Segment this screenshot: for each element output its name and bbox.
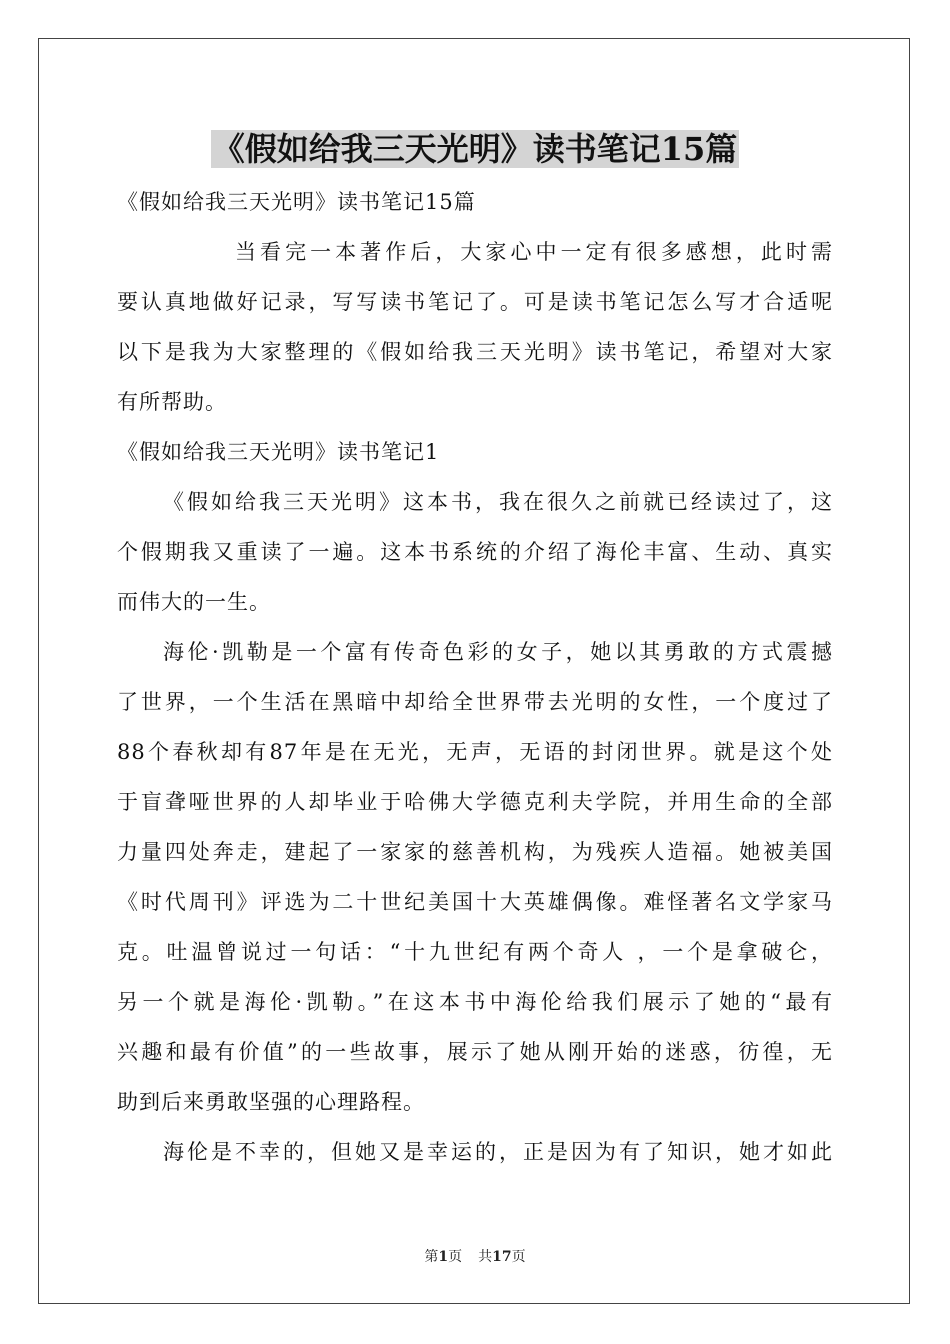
footer-page-total: 17 bbox=[492, 1249, 512, 1265]
text-line: 有所帮助。 bbox=[117, 390, 227, 414]
section-heading: 《假如给我三天光明》读书笔记1 bbox=[117, 440, 440, 464]
text-line: 以下是我为大家整理的《假如给我三天光明》读书笔记，希望对大家 bbox=[117, 340, 833, 364]
page-footer bbox=[0, 1246, 950, 1266]
footer-page-suffix: 页 bbox=[448, 1249, 463, 1265]
footer-total-suffix: 页 bbox=[511, 1249, 526, 1265]
footer-page-prefix: 第 bbox=[424, 1249, 439, 1265]
text-line: 海伦是不幸的，但她又是幸运的，正是因为有了知识，她才如此 bbox=[163, 1140, 833, 1164]
text-line: 《假如给我三天光明》这本书，我在很久之前就已经读过了，这 bbox=[163, 490, 833, 514]
document-subtitle: 《假如给我三天光明》读书笔记15篇 bbox=[117, 190, 476, 214]
document-body bbox=[117, 177, 833, 1177]
paragraph-1 bbox=[117, 477, 833, 627]
text-line: 而伟大的一生。 bbox=[117, 590, 271, 614]
text-line: 于盲聋哑世界的人却毕业于哈佛大学德克利夫学院，并用生命的全部 bbox=[117, 790, 833, 814]
text-line: 了世界，一个生活在黑暗中却给全世界带去光明的女性，一个度过了 bbox=[117, 690, 833, 714]
text-line: 个假期我又重读了一遍。这本书系统的介绍了海伦丰富、生动、真实 bbox=[117, 540, 833, 564]
text-line: 《时代周刊》评选为二十世纪美国十大英雄偶像。难怪著名文学家马 bbox=[117, 890, 833, 914]
text-line: 另一个就是海伦·凯勒。”在这本书中海伦给我们展示了她的“最有 bbox=[117, 990, 833, 1014]
intro-paragraph bbox=[117, 227, 833, 427]
text-line: 当看完一本著作后，大家心中一定有很多感想，此时需 bbox=[235, 240, 833, 264]
text-line: 88个春秋却有87年是在无光，无声，无语的封闭世界。就是这个处 bbox=[117, 740, 833, 764]
footer-page-current: 1 bbox=[438, 1249, 449, 1265]
text-line: 兴趣和最有价值”的一些故事，展示了她从刚开始的迷惑，彷徨，无 bbox=[117, 1040, 833, 1064]
paragraph-3 bbox=[117, 1127, 833, 1177]
text-line: 克。吐温曾说过一句话：“十九世纪有两个奇人 ，一个是拿破仑， bbox=[117, 940, 833, 964]
paragraph-2 bbox=[117, 627, 833, 1127]
document-title: 《假如给我三天光明》读书笔记15篇 bbox=[212, 130, 738, 168]
text-line: 助到后来勇敢坚强的心理路程。 bbox=[117, 1090, 425, 1114]
text-line: 海伦·凯勒是一个富有传奇色彩的女子，她以其勇敢的方式震撼 bbox=[163, 640, 833, 664]
text-line: 力量四处奔走，建起了一家家的慈善机构，为残疾人造福。她被美国 bbox=[117, 840, 833, 864]
footer-total-prefix: 共 bbox=[478, 1249, 493, 1265]
text-line: 要认真地做好记录，写写读书笔记了。可是读书笔记怎么写才合适呢 bbox=[117, 290, 833, 314]
